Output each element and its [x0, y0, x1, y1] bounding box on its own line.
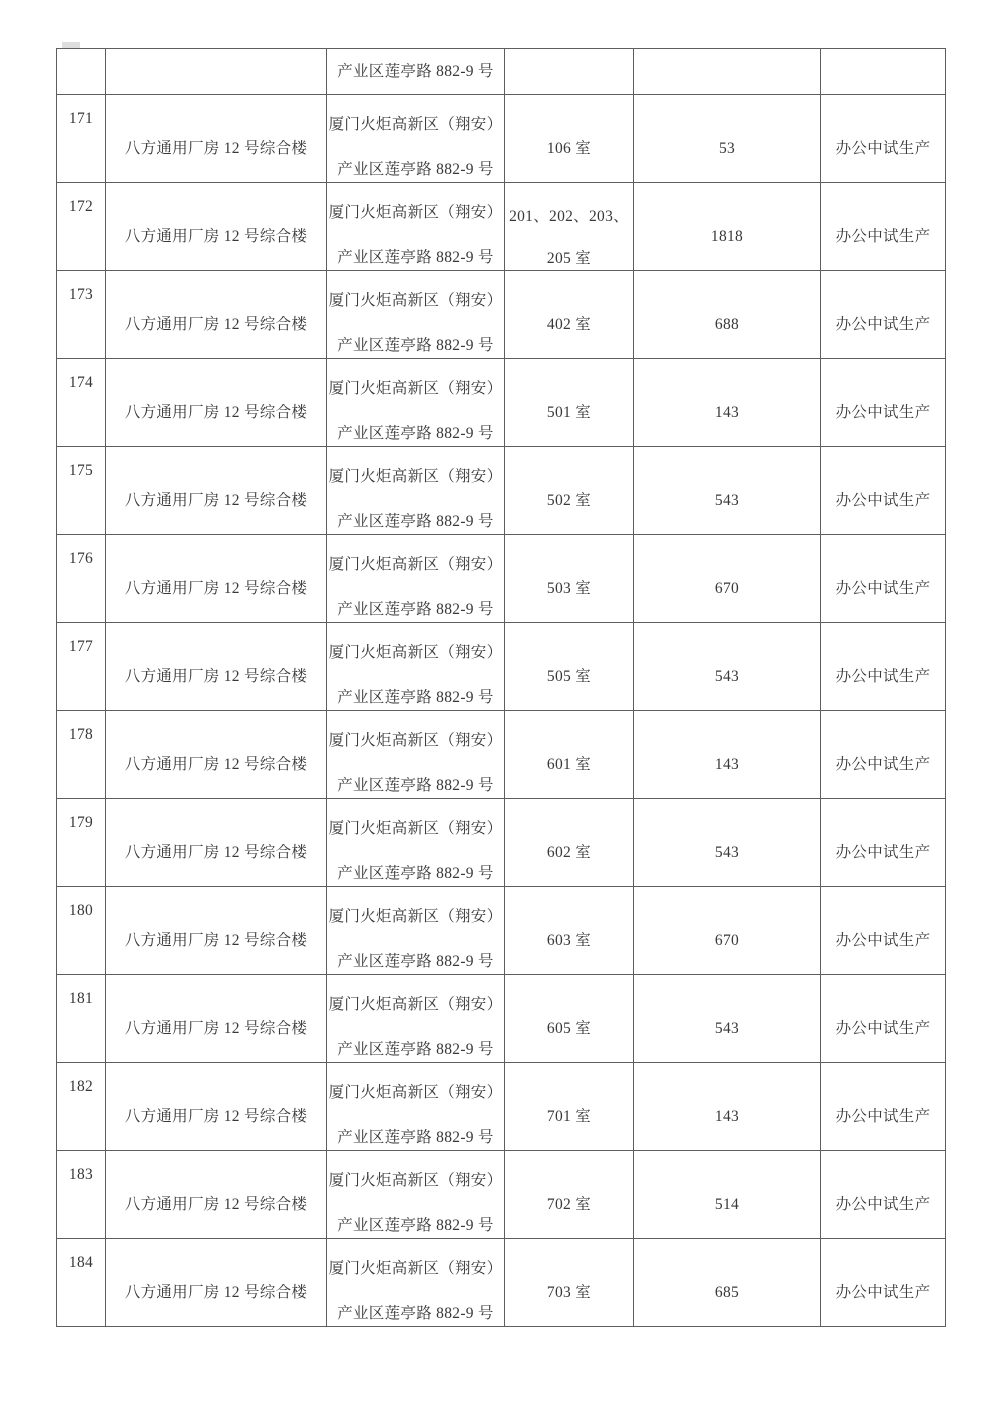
address-line1: 厦门火炬高新区（翔安） [328, 556, 503, 573]
building-name-cell [106, 1151, 327, 1239]
area-value: 685 [714, 1284, 740, 1301]
room-cell [505, 1151, 634, 1239]
area-cell [634, 1063, 821, 1151]
usage-cell [821, 887, 946, 975]
area-value: 543 [714, 492, 740, 509]
usage-cell [821, 623, 946, 711]
address-cell [327, 95, 505, 183]
address-line: 产业区莲亭路 882-9 号 [337, 63, 494, 80]
row-number-cell [57, 535, 106, 623]
room-cell [505, 1063, 634, 1151]
usage-label: 办公中试生产 [835, 1196, 931, 1213]
row-number-cell [57, 711, 106, 799]
building-name: 八方通用厂房 12 号综合楼 [124, 932, 308, 949]
address-line2: 产业区莲亭路 882-9 号 [337, 1041, 494, 1058]
area-value: 514 [714, 1196, 740, 1213]
area-value: 670 [714, 932, 740, 949]
area-value: 543 [714, 844, 740, 861]
address-line2: 产业区莲亭路 882-9 号 [337, 161, 494, 178]
address-cell [327, 447, 505, 535]
address-line2: 产业区莲亭路 882-9 号 [337, 1305, 494, 1322]
usage-label: 办公中试生产 [835, 844, 931, 861]
usage-label: 办公中试生产 [835, 404, 931, 421]
room-number-line2: 205 室 [546, 250, 592, 267]
usage-cell [821, 359, 946, 447]
area-cell [634, 887, 821, 975]
address-cell [327, 975, 505, 1063]
row-number-cell [57, 1151, 106, 1239]
building-name-cell [106, 447, 327, 535]
area-value: 143 [714, 1108, 740, 1125]
usage-label: 办公中试生产 [835, 492, 931, 509]
room-number: 605 室 [546, 1020, 592, 1037]
usage-cell [821, 95, 946, 183]
building-name-cell [106, 271, 327, 359]
row-number-cell [57, 799, 106, 887]
room-number: 702 室 [546, 1196, 592, 1213]
area-cell [634, 1239, 821, 1327]
row-number-cell [57, 1239, 106, 1327]
area-value: 143 [714, 404, 740, 421]
usage-cell [821, 1151, 946, 1239]
building-name: 八方通用厂房 12 号综合楼 [124, 1196, 308, 1213]
usage-cell [821, 49, 946, 95]
address-line1: 厦门火炬高新区（翔安） [328, 204, 503, 221]
row-number-cell [57, 623, 106, 711]
address-line1: 厦门火炬高新区（翔安） [328, 644, 503, 661]
area-cell [634, 535, 821, 623]
building-name-cell [106, 95, 327, 183]
building-name: 八方通用厂房 12 号综合楼 [124, 140, 308, 157]
usage-cell [821, 535, 946, 623]
address-cell [327, 711, 505, 799]
row-number: 180 [68, 902, 94, 919]
address-line2: 产业区莲亭路 882-9 号 [337, 425, 494, 442]
row-number-cell [57, 95, 106, 183]
row-number-cell [57, 359, 106, 447]
table-row [57, 975, 946, 1063]
row-number-cell [57, 271, 106, 359]
room-cell [505, 183, 634, 271]
address-line1: 厦门火炬高新区（翔安） [328, 292, 503, 309]
row-number: 178 [68, 726, 94, 743]
room-cell [505, 49, 634, 95]
building-name-cell [106, 183, 327, 271]
room-number: 602 室 [546, 844, 592, 861]
address-line2: 产业区莲亭路 882-9 号 [337, 513, 494, 530]
usage-cell [821, 711, 946, 799]
area-value: 53 [718, 140, 736, 157]
row-number: 175 [68, 462, 94, 479]
building-name: 八方通用厂房 12 号综合楼 [124, 404, 308, 421]
room-cell [505, 359, 634, 447]
row-number-cell [57, 1063, 106, 1151]
address-line2: 产业区莲亭路 882-9 号 [337, 1129, 494, 1146]
usage-label: 办公中试生产 [835, 316, 931, 333]
address-line1: 厦门火炬高新区（翔安） [328, 732, 503, 749]
address-line2: 产业区莲亭路 882-9 号 [337, 249, 494, 266]
area-cell [634, 95, 821, 183]
address-line2: 产业区莲亭路 882-9 号 [337, 953, 494, 970]
room-cell [505, 711, 634, 799]
usage-cell [821, 1239, 946, 1327]
row-number: 183 [68, 1166, 94, 1183]
table-row [57, 95, 946, 183]
address-line1: 厦门火炬高新区（翔安） [328, 1260, 503, 1277]
row-number: 177 [68, 638, 94, 655]
address-cell [327, 535, 505, 623]
usage-label: 办公中试生产 [835, 932, 931, 949]
table-row [57, 887, 946, 975]
area-cell [634, 1151, 821, 1239]
usage-label: 办公中试生产 [835, 140, 931, 157]
building-name-cell [106, 711, 327, 799]
building-name-cell [106, 887, 327, 975]
usage-label: 办公中试生产 [835, 1284, 931, 1301]
usage-cell [821, 271, 946, 359]
address-line1: 厦门火炬高新区（翔安） [328, 820, 503, 837]
address-cell [327, 623, 505, 711]
room-cell [505, 447, 634, 535]
room-cell [505, 95, 634, 183]
address-cell [327, 887, 505, 975]
room-cell [505, 623, 634, 711]
address-line2: 产业区莲亭路 882-9 号 [337, 601, 494, 618]
building-name: 八方通用厂房 12 号综合楼 [124, 668, 308, 685]
building-name-cell [106, 623, 327, 711]
row-number-cell [57, 183, 106, 271]
room-number: 503 室 [546, 580, 592, 597]
room-number: 701 室 [546, 1108, 592, 1125]
usage-cell [821, 183, 946, 271]
address-line2: 产业区莲亭路 882-9 号 [337, 689, 494, 706]
room-number: 603 室 [546, 932, 592, 949]
building-name-cell [106, 1063, 327, 1151]
building-name-cell [106, 1239, 327, 1327]
row-number: 173 [68, 286, 94, 303]
room-cell [505, 535, 634, 623]
table-row [57, 1151, 946, 1239]
address-line1: 厦门火炬高新区（翔安） [328, 908, 503, 925]
address-line1: 厦门火炬高新区（翔安） [328, 468, 503, 485]
address-line1: 厦门火炬高新区（翔安） [328, 1172, 503, 1189]
room-cell [505, 975, 634, 1063]
table-row [57, 359, 946, 447]
address-cell [327, 359, 505, 447]
row-number: 184 [68, 1254, 94, 1271]
room-number: 505 室 [546, 668, 592, 685]
building-name-cell [106, 799, 327, 887]
address-line1: 厦门火炬高新区（翔安） [328, 996, 503, 1013]
room-number: 501 室 [546, 404, 592, 421]
area-value: 670 [714, 580, 740, 597]
building-name: 八方通用厂房 12 号综合楼 [124, 1020, 308, 1037]
building-name: 八方通用厂房 12 号综合楼 [124, 580, 308, 597]
room-number: 402 室 [546, 316, 592, 333]
area-cell [634, 975, 821, 1063]
address-cell [327, 1151, 505, 1239]
row-number-cell [57, 975, 106, 1063]
row-number: 171 [68, 110, 94, 127]
room-cell [505, 1239, 634, 1327]
room-number: 601 室 [546, 756, 592, 773]
usage-label: 办公中试生产 [835, 668, 931, 685]
usage-label: 办公中试生产 [835, 1020, 931, 1037]
row-number-cell [57, 887, 106, 975]
building-name-cell [106, 359, 327, 447]
row-number: 182 [68, 1078, 94, 1095]
building-name: 八方通用厂房 12 号综合楼 [124, 492, 308, 509]
table-row [57, 623, 946, 711]
area-cell [634, 711, 821, 799]
address-cell [327, 183, 505, 271]
area-cell [634, 271, 821, 359]
area-cell [634, 799, 821, 887]
room-cell [505, 271, 634, 359]
row-number: 172 [68, 198, 94, 215]
table-row [57, 183, 946, 271]
address-line2: 产业区莲亭路 882-9 号 [337, 337, 494, 354]
area-value: 1818 [710, 228, 744, 245]
usage-cell [821, 799, 946, 887]
area-cell [634, 623, 821, 711]
address-line2: 产业区莲亭路 882-9 号 [337, 777, 494, 794]
address-line1: 厦门火炬高新区（翔安） [328, 380, 503, 397]
building-name-cell [106, 975, 327, 1063]
building-name: 八方通用厂房 12 号综合楼 [124, 1284, 308, 1301]
address-cell [327, 1239, 505, 1327]
room-number: 502 室 [546, 492, 592, 509]
address-cell [327, 271, 505, 359]
area-value: 543 [714, 1020, 740, 1037]
building-name: 八方通用厂房 12 号综合楼 [124, 756, 308, 773]
area-value: 688 [714, 316, 740, 333]
row-number: 174 [68, 374, 94, 391]
usage-label: 办公中试生产 [835, 756, 931, 773]
usage-label: 办公中试生产 [835, 1108, 931, 1125]
address-line2: 产业区莲亭路 882-9 号 [337, 865, 494, 882]
building-name-cell [106, 535, 327, 623]
table-row [57, 1063, 946, 1151]
area-cell [634, 447, 821, 535]
usage-label: 办公中试生产 [835, 228, 931, 245]
building-name: 八方通用厂房 12 号综合楼 [124, 844, 308, 861]
area-value: 143 [714, 756, 740, 773]
building-name: 八方通用厂房 12 号综合楼 [124, 316, 308, 333]
address-cell [327, 799, 505, 887]
facility-table [56, 48, 946, 1327]
row-number-cell [57, 447, 106, 535]
table-row [57, 799, 946, 887]
area-cell [634, 183, 821, 271]
room-cell [505, 799, 634, 887]
building-name: 八方通用厂房 12 号综合楼 [124, 228, 308, 245]
address-line1: 厦门火炬高新区（翔安） [328, 116, 503, 133]
area-cell [634, 49, 821, 95]
table-row [57, 271, 946, 359]
usage-cell [821, 447, 946, 535]
area-cell [634, 359, 821, 447]
table-row [57, 711, 946, 799]
table-row [57, 447, 946, 535]
row-number: 176 [68, 550, 94, 567]
address-cell [327, 49, 505, 95]
area-value: 543 [714, 668, 740, 685]
usage-cell [821, 1063, 946, 1151]
row-number: 179 [68, 814, 94, 831]
table-row-carryover [57, 49, 946, 95]
table-row [57, 1239, 946, 1327]
room-number: 106 室 [546, 140, 592, 157]
room-number: 703 室 [546, 1284, 592, 1301]
usage-label: 办公中试生产 [835, 580, 931, 597]
table-row [57, 535, 946, 623]
address-line1: 厦门火炬高新区（翔安） [328, 1084, 503, 1101]
address-cell [327, 1063, 505, 1151]
address-line2: 产业区莲亭路 882-9 号 [337, 1217, 494, 1234]
building-name-cell [106, 49, 327, 95]
building-name: 八方通用厂房 12 号综合楼 [124, 1108, 308, 1125]
room-cell [505, 887, 634, 975]
usage-cell [821, 975, 946, 1063]
room-number-line1: 201、202、203、 [509, 208, 629, 225]
row-number-cell [57, 49, 106, 95]
row-number: 181 [68, 990, 94, 1007]
